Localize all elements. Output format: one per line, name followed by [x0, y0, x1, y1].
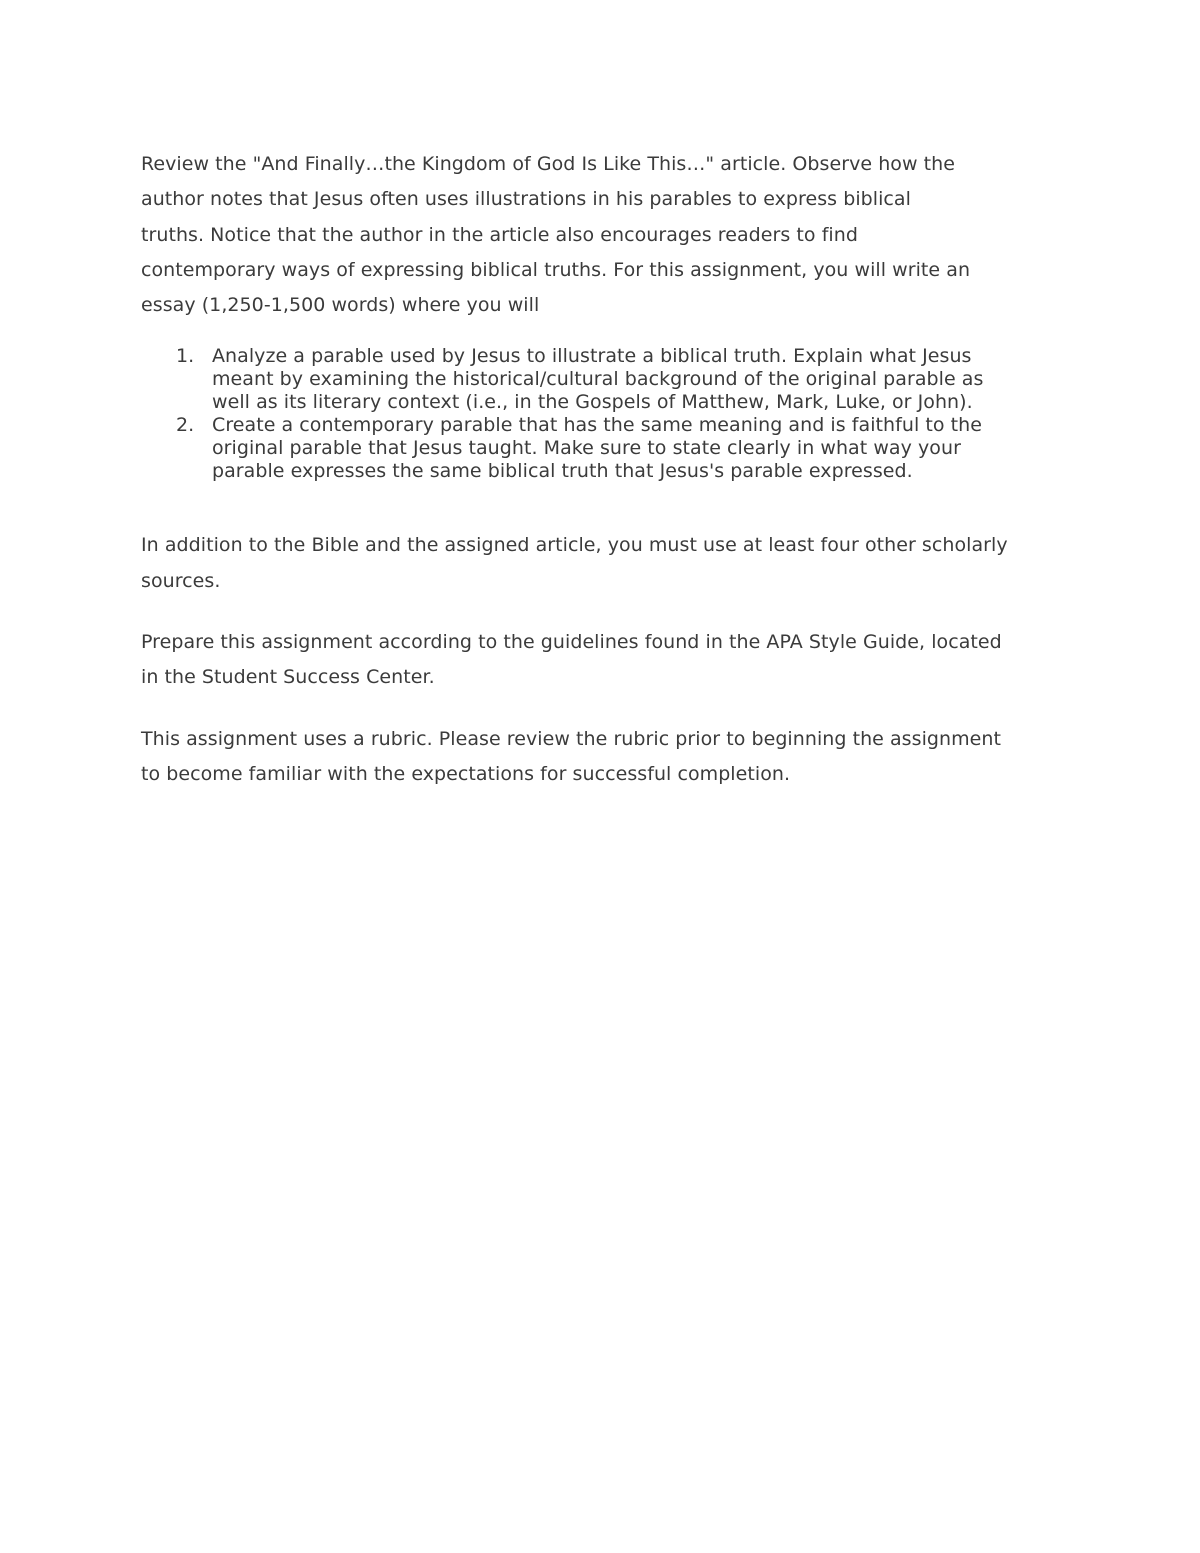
rubric-paragraph	[141, 722, 1061, 793]
task-number: 1.	[176, 345, 195, 368]
intro-line: truths. Notice that the author in the article also encourages readers to find	[141, 223, 858, 246]
intro-line: contemporary ways of expressing biblical truths. For this assignment, you will write an	[141, 258, 971, 281]
rubric-line: to become familiar with the expectations for successful completion.	[141, 762, 791, 785]
task-line: meant by examining the historical/cultural background of the original parable as	[212, 368, 984, 391]
document-body	[141, 147, 1061, 792]
task-line: Create a contemporary parable that has the same meaning and is faithful to the	[212, 414, 982, 437]
rubric-line: This assignment uses a rubric. Please review the rubric prior to beginning the assignment	[141, 727, 1001, 750]
task-line: Analyze a parable used by Jesus to illustrate a biblical truth. Explain what Jesus	[212, 345, 972, 368]
task-item-analyze	[141, 345, 1061, 414]
task-line: well as its literary context (i.e., in the Gospels of Matthew, Mark, Luke, or John).	[212, 391, 973, 414]
task-number: 2.	[176, 414, 195, 437]
task-line: original parable that Jesus taught. Make sure to state clearly in what way your	[212, 437, 961, 460]
apa-line: Prepare this assignment according to the guidelines found in the APA Style Guide, located	[141, 631, 1002, 654]
intro-line: essay (1,250-1,500 words) where you will	[141, 294, 540, 317]
apa-line: in the Student Success Center.	[141, 666, 435, 689]
apa-paragraph	[141, 625, 1061, 696]
intro-line: Review the "And Finally…the Kingdom of God Is Like This…" article. Observe how the	[141, 153, 955, 175]
sources-paragraph	[141, 528, 1061, 599]
sources-line: sources.	[141, 569, 221, 592]
intro-paragraph	[141, 147, 1061, 323]
task-item-create	[141, 414, 1061, 483]
task-list	[141, 345, 1061, 483]
intro-line: author notes that Jesus often uses illustrations in his parables to express biblical	[141, 188, 911, 211]
task-line: parable expresses the same biblical truth that Jesus's parable expressed.	[212, 460, 913, 483]
sources-line: In addition to the Bible and the assigned article, you must use at least four other scholarly	[141, 534, 1008, 557]
